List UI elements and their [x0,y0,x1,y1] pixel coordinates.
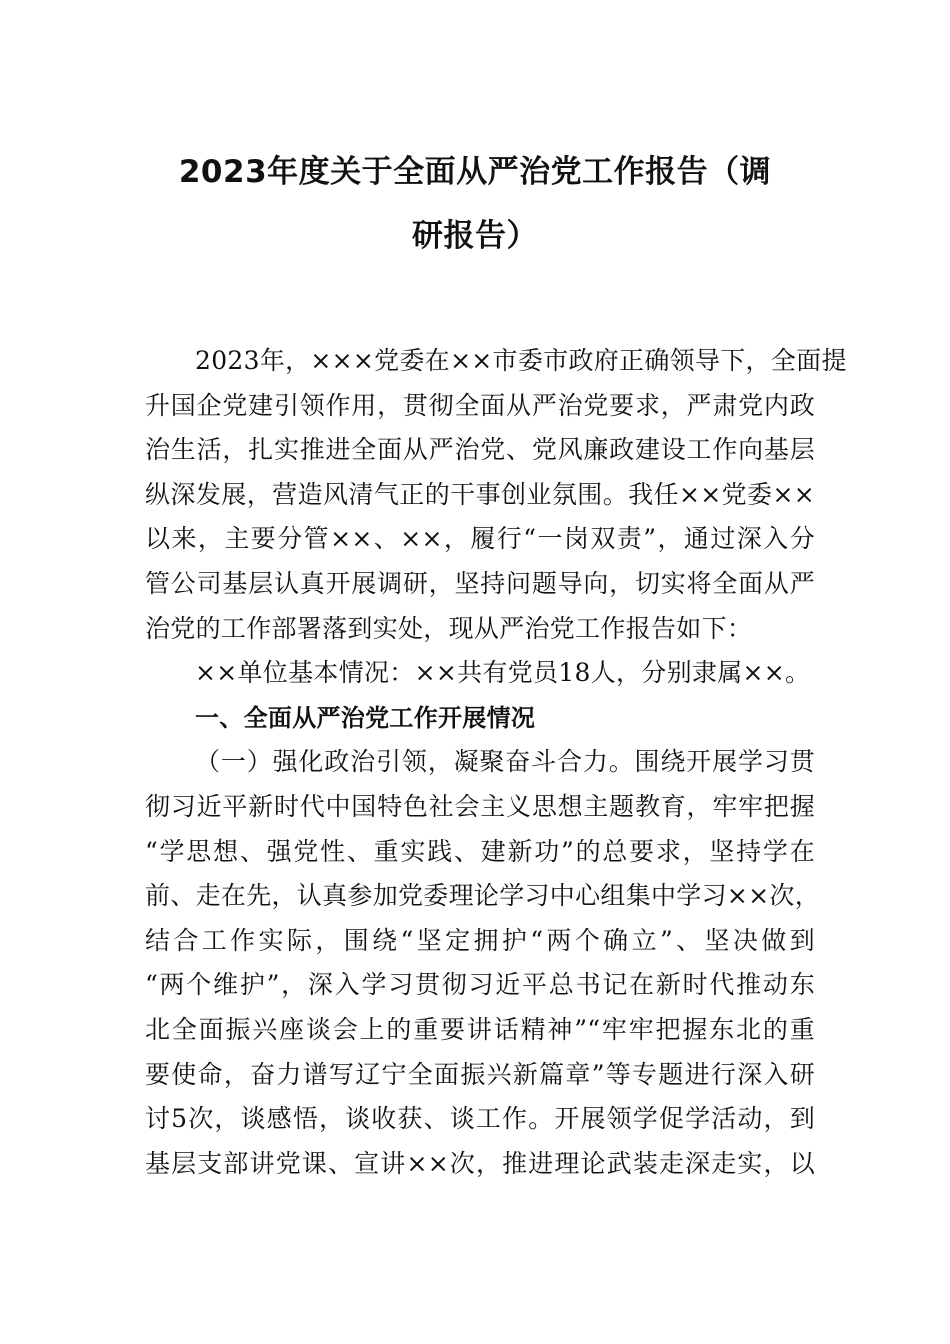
title-line: 研报告） [412,218,538,254]
section-heading [145,696,815,741]
text-line: “学思想、强党性、重实践、建新功”的总要求，坚持学在 [145,836,815,866]
title-line: 2023年度关于全面从严治党工作报告（调 [178,154,772,190]
text-line: 纵深发展，营造风清气正的干事创业氛围。我任××党委×× [145,479,815,509]
text-line: 升国企党建引领作用，贯彻全面从严治党要求，严肃党内政 [145,390,815,420]
text-line: 治党的工作部署落到实处，现从严治党工作报告如下： [145,613,753,643]
text-line: 以来，主要分管××、××，履行“一岗双责”，通过深入分 [145,524,815,554]
paragraph [145,339,847,651]
text-line: 要使命，奋力谱写辽宁全面振兴新篇章”等专题进行深入研 [145,1059,815,1089]
paragraph [145,740,820,1186]
heading-line: 一、全面从严治党工作开展情况 [195,703,536,732]
document-title [140,140,810,268]
text-line: “两个维护”，深入学习贯彻习近平总书记在新时代推动东 [145,970,815,1000]
text-line: 2023年，×××党委在××市委市政府正确领导下，全面提 [195,346,847,375]
text-line: 前、走在先，认真参加党委理论学习中心组集中学习××次， [145,881,820,911]
paragraph [145,651,815,696]
text-line: 北全面振兴座谈会上的重要讲话精神”“牢牢把握东北的重 [145,1014,815,1044]
text-line: 治生活，扎实推进全面从严治党、党风廉政建设工作向基层 [145,435,815,465]
text-line: 讨5次，谈感悟，谈收获、谈工作。开展领学促学活动，到 [145,1104,815,1134]
document-body [145,339,847,1186]
text-line: ××单位基本情况：××共有党员18人，分别隶属××。 [195,658,811,688]
text-line: 基层支部讲党课、宣讲××次，推进理论武装走深走实，以 [145,1148,815,1178]
text-line: 结合工作实际，围绕“坚定拥护“两个确立”、坚决做到 [145,925,815,955]
text-line: （一）强化政治引领，凝聚奋斗合力。围绕开展学习贯 [195,747,815,777]
text-line: 管公司基层认真开展调研，坚持问题导向，切实将全面从严 [145,568,815,598]
text-line: 彻习近平新时代中国特色社会主义思想主题教育，牢牢把握 [145,791,815,821]
